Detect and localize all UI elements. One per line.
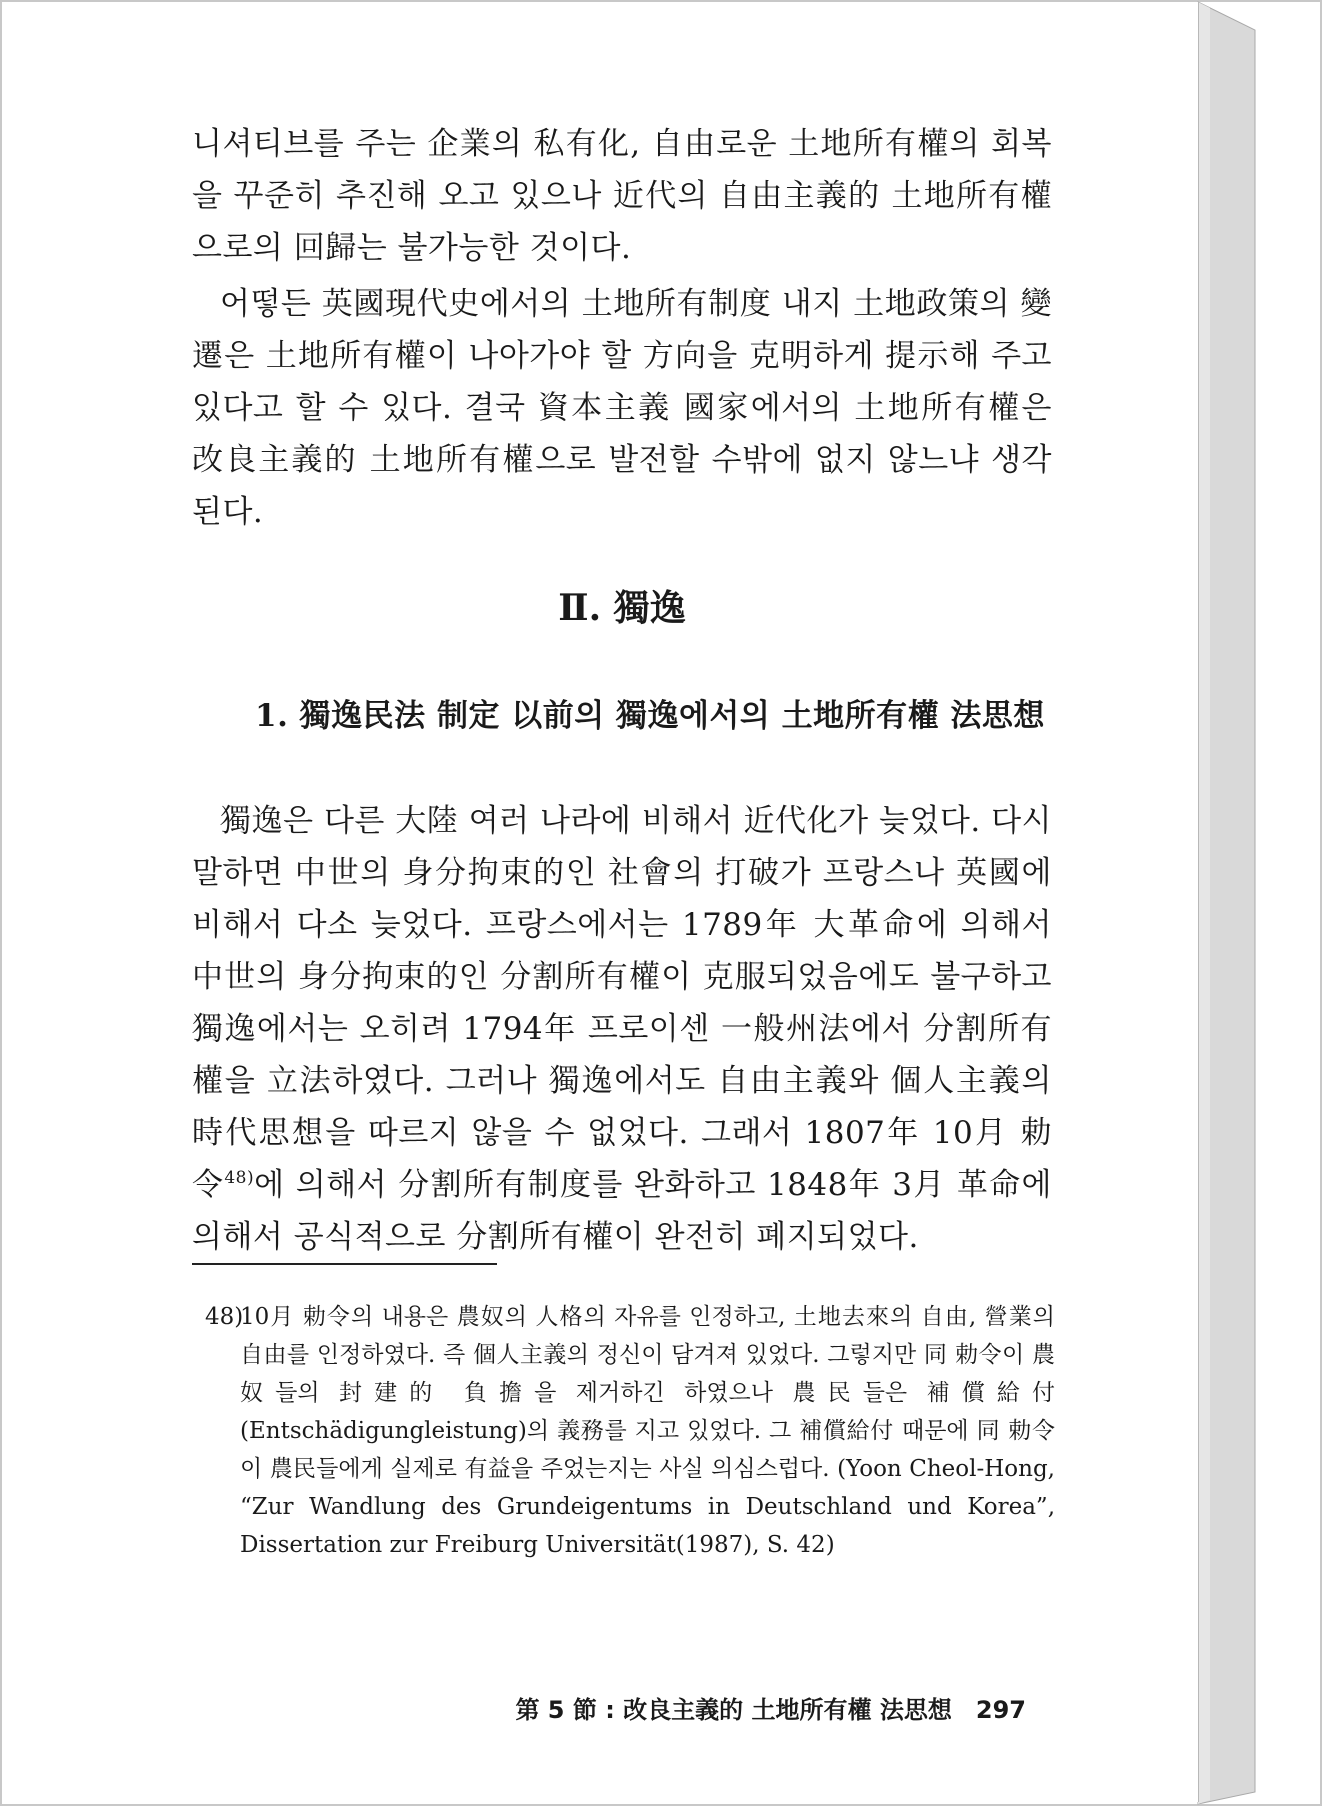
running-footer <box>515 1690 1026 1725</box>
paragraph <box>192 795 1052 1263</box>
paragraph: 니셔티브를 주는 企業의 私有化, 自由로운 土地所有權의 회복을 꾸준히 추진해 오고 있으나 近代의 自由主義的 土地所有權으로의 回歸는 불가능한 것이다. <box>192 126 1052 266</box>
main-text-block <box>192 795 1052 1263</box>
footnote-text: 10月 勅令의 내용은 農奴의 人格의 자유를 인정하고, 土地去來의 自由, 營業의 自由를 인정하였다. 즉 個人主義의 정신이 담겨져 있었다. 그렇지만 同 勅令이 農奴들의 封建的 負擔을 제거하긴 하였으나 農民들은 補償給付(Entschädigungleistung)의 義務를 지고 있었다. 그 補償給付 때문에 同 勅令이 農民들에게 실제로 有益을 주었는지는 사실 의심스럽다. (Yoon Cheol-Hong, “Zur Wandlung des Grundeigentums in Deutschland und Korea”, Dissertation zur Freiburg Universität(1987), S. 42) <box>240 1304 1055 1558</box>
footnote <box>205 1298 1055 1564</box>
running-title: 第 5 節 : 改良主義的 土地所有權 法思想 <box>515 1696 952 1724</box>
top-text-block <box>192 118 1052 538</box>
paragraph-text: 에 의해서 分割所有制度를 완화하고 1848年 3月 革命에 의해서 공식적으로 分割所有權이 완전히 폐지되었다. <box>192 1167 1052 1255</box>
section-heading: 1. 獨逸民法 制定 以前의 獨逸에서의 土地所有權 法思想 <box>255 698 1045 734</box>
footnote-reference: 48) <box>224 1168 255 1188</box>
footnote-divider <box>192 1263 497 1265</box>
footnote-mark: 48) <box>205 1304 244 1330</box>
paragraph-text: 獨逸은 다른 大陸 여러 나라에 비해서 近代化가 늦었다. 다시 말하면 中世의 身分拘束的인 社會의 打破가 프랑스나 英國에 비해서 다소 늦었다. 프랑스에서는 1789年 大革命에 의해서 中世의 身分拘束的인 分割所有權이 克服되었음에도 불구하고 獨逸에서는 오히려 1794年 프로이센 一般州法에서 分割所有權을 立法하였다. 그러나 獨逸에서도 自由主義와 個人主義의 時代思想을 따르지 않을 수 없었다. 그래서 1807年 10月 勅令 <box>192 803 1052 1203</box>
chapter-heading: Ⅱ. 獨逸 <box>558 587 686 629</box>
page-number: 297 <box>975 1696 1026 1724</box>
paragraph: 어떻든 英國現代史에서의 土地所有制度 내지 土地政策의 變遷은 土地所有權이 나아가야 할 方向을 克明하게 提示해 주고 있다고 할 수 있다. 결국 資本主義 國家에서의 土地所有權은 改良主義的 土地所有權으로 발전할 수밖에 없지 않느냐 생각된다. <box>192 286 1052 530</box>
